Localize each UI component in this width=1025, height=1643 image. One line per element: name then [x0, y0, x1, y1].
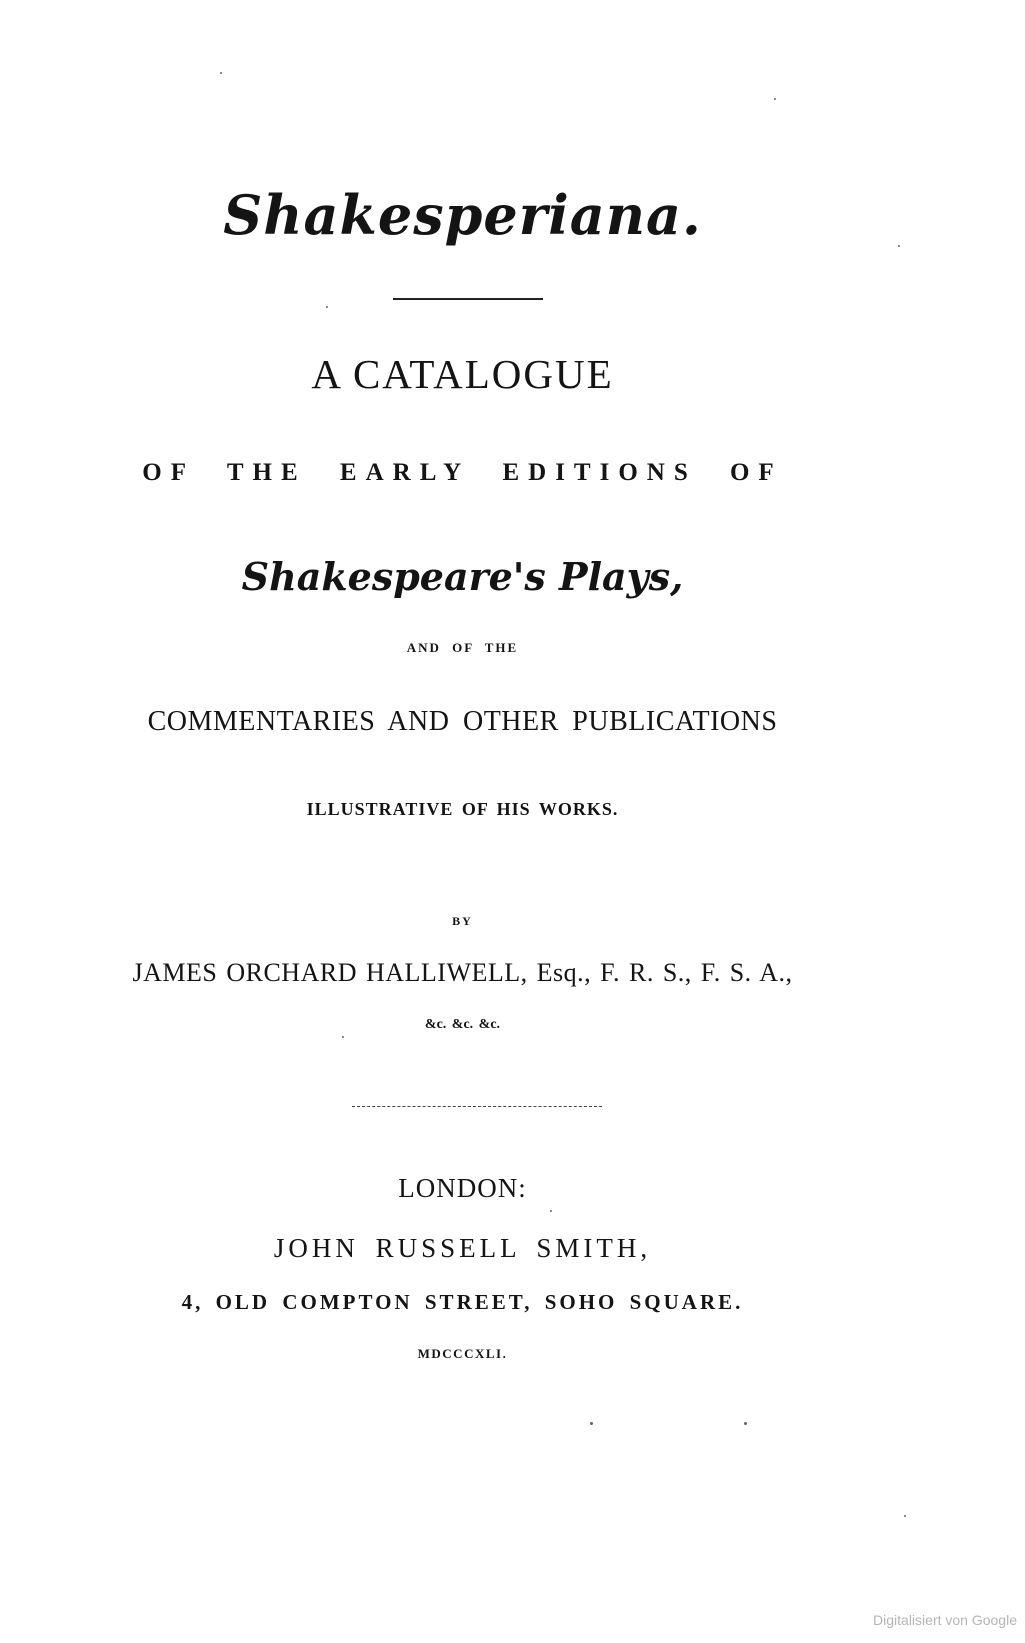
scan-speck — [774, 98, 776, 100]
editions-line: OF THE EARLY EDITIONS OF — [142, 459, 783, 486]
scan-speck — [590, 1422, 593, 1425]
plays-line: Shakespeare's Plays, — [241, 554, 684, 599]
and-of-the-line: AND OF THE — [406, 640, 519, 655]
illustrative-line: ILLUSTRATIVE OF HIS WORKS. — [306, 799, 619, 819]
scan-speck — [342, 1036, 344, 1038]
place-of-publication: LONDON: — [398, 1173, 527, 1203]
by-line: BY — [452, 914, 473, 928]
publisher-name: JOHN RUSSELL SMITH, — [273, 1233, 652, 1263]
publisher-address: 4, OLD COMPTON STREET, SOHO SQUARE. — [181, 1290, 744, 1314]
scan-speck — [326, 306, 328, 308]
digitization-watermark: Digitalisiert von Google — [873, 1612, 1017, 1628]
scan-speck — [550, 1210, 552, 1212]
subtitle: A CATALOGUE — [311, 351, 614, 397]
title-divider-rule — [393, 298, 543, 300]
author-line: JAMES ORCHARD HALLIWELL, Esq., F. R. S., F. S. A., — [132, 958, 793, 987]
scan-speck — [220, 72, 222, 74]
book-title: Shakesperiana. — [223, 183, 702, 247]
imprint-divider-rule — [352, 1106, 602, 1107]
scan-speck — [898, 245, 900, 247]
etc-line: &c. &c. &c. — [424, 1017, 501, 1032]
scan-speck — [744, 1422, 747, 1425]
commentaries-line: COMMENTARIES AND OTHER PUBLICATIONS — [147, 706, 778, 737]
publication-year: MDCCCXLI. — [417, 1346, 508, 1361]
scan-speck — [904, 1515, 906, 1517]
